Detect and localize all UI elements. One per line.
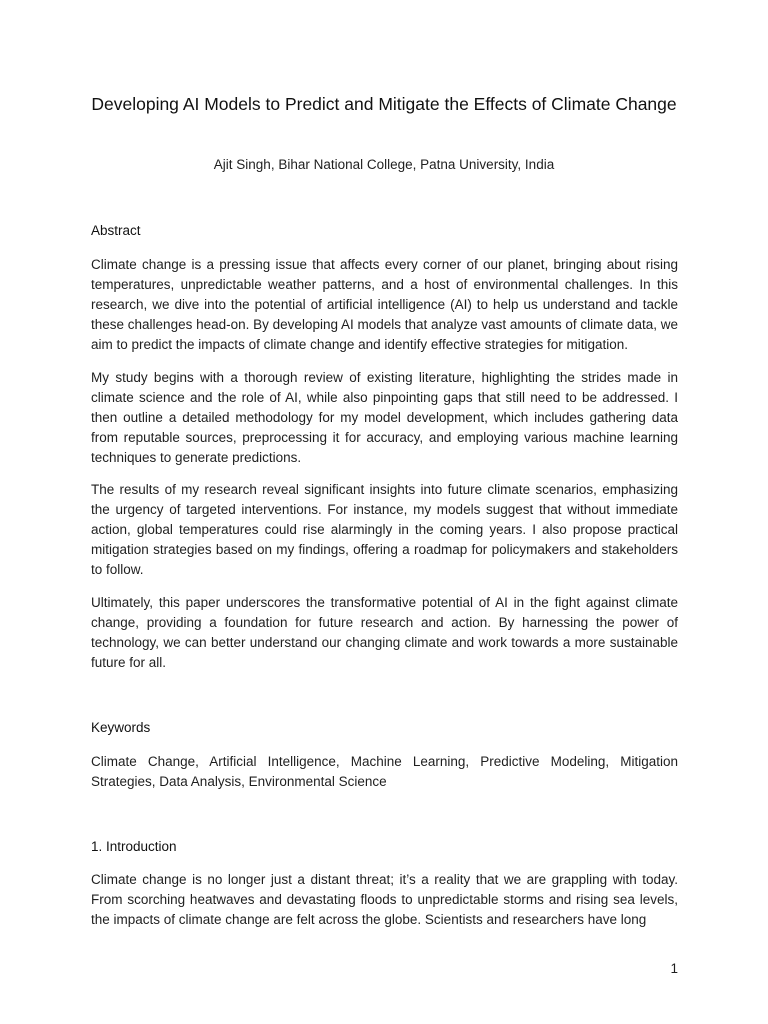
paper-title: Developing AI Models to Predict and Mitigate the Effects of Climate Change bbox=[91, 94, 677, 114]
abstract-heading: Abstract bbox=[91, 223, 141, 238]
author-affiliation: Ajit Singh, Bihar National College, Patna University, India bbox=[213, 157, 555, 172]
keywords-list: Climate Change, Artificial Intelligence, Machine Learning, Predictive Modeling, Mitigation Strategies, Data Analysis, Environmental Science bbox=[91, 754, 678, 790]
page-number: 1 bbox=[670, 961, 678, 976]
abstract-paragraph-4: Ultimately, this paper underscores the transformative potential of AI in the fight against climate change, providing a foundation for future research and action. By harnessing the power of technology, we can better understand our changing climate and work towards a more sustainable future for all. bbox=[91, 595, 678, 671]
abstract-paragraph-3: The results of my research reveal significant insights into future climate scenarios, emphasizing the urgency of targeted interventions. For instance, my models suggest that without immediate action, global temperatures could rise alarmingly in the coming years. I also propose practical mitigation strategies based on my findings, offering a roadmap for policymakers and stakeholders to follow. bbox=[91, 482, 678, 578]
introduction-paragraph: Climate change is no longer just a distant threat; it’s a reality that we are grappling with today. From scorching heatwaves and devastating floods to unpredictable storms and rising sea levels, the impacts of climate change are felt across the globe. Scientists and researchers have long bbox=[91, 872, 678, 928]
abstract-paragraph-1: Climate change is a pressing issue that affects every corner of our planet, bringing about rising temperatures, unpredictable weather patterns, and a host of environmental challenges. In this research, we dive into the potential of artificial intelligence (AI) to help us understand and tackle these challenges head-on. By developing AI models that analyze vast amounts of climate data, we aim to predict the impacts of climate change and identify effective strategies for mitigation. bbox=[91, 257, 678, 353]
keywords-heading: Keywords bbox=[91, 720, 151, 735]
abstract-paragraph-2: My study begins with a thorough review of existing literature, highlighting the strides made in climate science and the role of AI, while also pinpointing gaps that still need to be addressed. I then outline a detailed methodology for my model development, which includes gathering data from reputable sources, preprocessing it for accuracy, and employing various machine learning techniques to generate predictions. bbox=[91, 370, 678, 466]
introduction-heading: 1. Introduction bbox=[91, 839, 177, 854]
